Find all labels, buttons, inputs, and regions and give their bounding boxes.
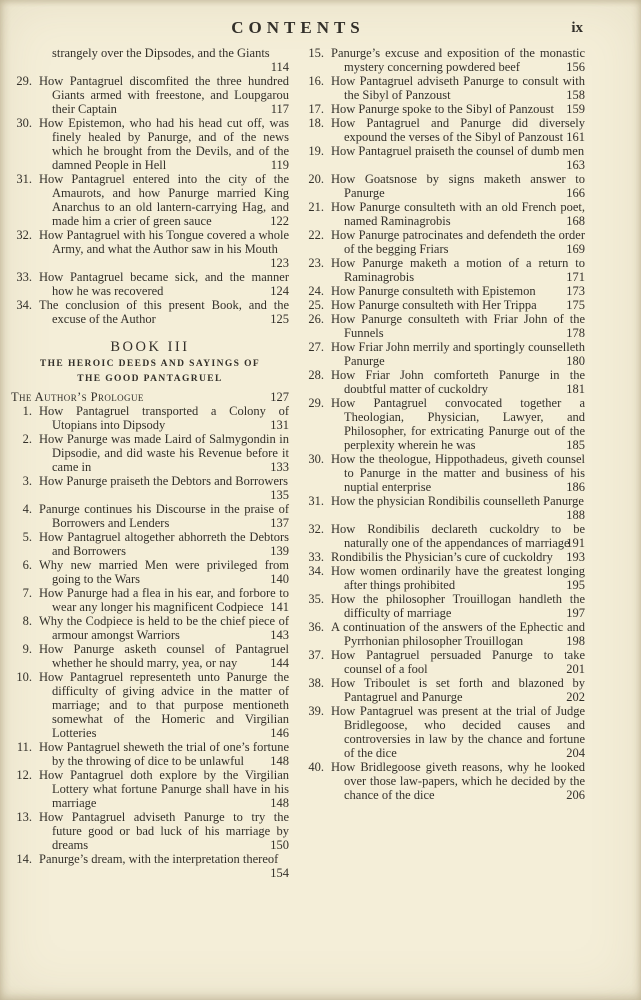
entry-number: 20. [308, 172, 324, 186]
toc-entry [11, 172, 289, 228]
entry-title: How Pantagruel discomfited the three hundred Giants armed with freestone, and Loupgarou their Captain 117 [39, 74, 289, 116]
toc-entry [11, 852, 289, 880]
entry-number: 31. [308, 494, 324, 508]
entry-page-number: 186 [566, 480, 585, 494]
entry-number: 37. [308, 648, 324, 662]
entry-title: How Pantagruel altogether abhorreth the Debtors and Borrowers 139 [39, 530, 289, 558]
toc-entry [303, 494, 585, 522]
entry-page-number: 143 [270, 628, 289, 642]
entry-page-number: 204 [566, 746, 585, 760]
entry-page-number: 171 [566, 270, 585, 284]
entry-title: How Pantagruel adviseth Panurge to consult with the Sibyl of Panzoust 158 [331, 74, 585, 102]
entry-title: How Pantagruel representeth unto Panurge the difficulty of giving advice in the matter of marriage; and to that purpose mentioneth somewhat of the Homeric and Virgilian Lotteries 146 [39, 670, 289, 740]
toc-entry [303, 676, 585, 704]
entry-page-number: 125 [270, 312, 289, 326]
entry-title: How the philosopher Trouillogan handleth the difficulty of marriage 197 [331, 592, 585, 620]
entry-number: 8. [22, 614, 32, 628]
toc-entry [303, 340, 585, 368]
entry-title: How Pantagruel was present at the trial of Judge Bridlegoose, who decided causes and controversies in law by the chance and fortune of the dice 204 [331, 704, 585, 760]
entry-title: How Panurge was made Laird of Salmygondin in Dipsodie, and did waste his Revenue before it came in 133 [39, 432, 289, 474]
entry-number: 32. [16, 228, 32, 242]
entry-title: Panurge continues his Discourse in the praise of Borrowers and Lenders 137 [39, 502, 289, 530]
toc-entry [11, 502, 289, 530]
entry-title: How Pantagruel entered into the city of the Amaurots, and how Panurge married King Anarchus to an old lantern-carrying Hag, and made him a crier of green sauce 122 [39, 172, 289, 228]
entry-number: 1. [22, 404, 32, 418]
right-entries [303, 46, 585, 802]
entry-page-number: 168 [566, 214, 585, 228]
left-entries-top [11, 46, 289, 326]
entry-title: How Pantagruel convocated together a Theologian, Physician, Lawyer, and Philosopher, for extricating Panurge out of the perplexity wherein he was 185 [331, 396, 585, 452]
toc-entry [11, 46, 289, 74]
entry-title: How Panurge praiseth the Debtors and Borrowers 135 [39, 474, 289, 502]
book-subtitle-line1: THE HEROIC DEEDS AND SAYINGS OF [39, 359, 261, 369]
toc-entry [303, 228, 585, 256]
entry-page-number: 114 [270, 60, 289, 74]
entry-page-number: 197 [566, 606, 585, 620]
toc-entry [11, 558, 289, 586]
entry-title: How Panurge spoke to the Sibyl of Panzoust 159 [331, 102, 585, 116]
entry-page-number: 154 [270, 866, 289, 880]
entry-title: How Pantagruel doth explore by the Virgilian Lottery what fortune Panurge shall have in his marriage 148 [39, 768, 289, 810]
entry-number: 34. [16, 298, 32, 312]
toc-entry [11, 298, 289, 326]
toc-entry [303, 284, 585, 298]
entry-number: 24. [308, 284, 324, 298]
book-subtitle-line2: THE GOOD PANTAGRUEL [77, 374, 223, 384]
toc-entry [303, 648, 585, 676]
entry-title: How Pantagruel persuaded Panurge to take counsel of a fool 201 [331, 648, 585, 676]
entry-number: 3. [22, 474, 32, 488]
toc-entry [303, 46, 585, 74]
entry-number: 30. [308, 452, 324, 466]
entry-page-number: 119 [270, 158, 289, 172]
entry-number: 11. [16, 740, 32, 754]
entry-title: How Panurge consulteth with Her Trippa 175 [331, 298, 585, 312]
entry-number: 18. [308, 116, 324, 130]
entry-page-number: 135 [270, 488, 289, 502]
entry-number: 30. [16, 116, 32, 130]
toc-entry [303, 102, 585, 116]
entry-number: 21. [308, 200, 324, 214]
entry-number: 28. [308, 368, 324, 382]
entry-title: Rondibilis the Physician’s cure of cuckoldry 193 [331, 550, 585, 564]
toc-entry [303, 550, 585, 564]
entry-number: 29. [308, 396, 324, 410]
toc-entry [11, 270, 289, 298]
entry-page-number: 137 [270, 516, 289, 530]
entry-number: 16. [308, 74, 324, 88]
entry-page-number: 166 [566, 186, 585, 200]
toc-entry [11, 74, 289, 116]
toc-entry [303, 760, 585, 802]
entry-number: 13. [16, 810, 32, 824]
entry-number: 32. [308, 522, 324, 536]
toc-entry [303, 74, 585, 102]
page-header [0, 0, 641, 46]
entry-title: How Panurge maketh a motion of a return to Raminagrobis 171 [331, 256, 585, 284]
entry-title: Panurge’s dream, with the interpretation thereof 154 [39, 852, 289, 880]
entry-page-number: 175 [566, 298, 585, 312]
entry-number [11, 46, 39, 74]
entry-page-number: 195 [566, 578, 585, 592]
entry-page-number: 148 [270, 796, 289, 810]
entry-page-number: 169 [566, 242, 585, 256]
entry-title: How Pantagruel and Panurge did diversely expound the verses of the Sibyl of Panzoust 161 [331, 116, 585, 144]
entry-page-number: 131 [270, 418, 289, 432]
entry-title: How Pantagruel sheweth the trial of one’s fortune by the throwing of dice to be unlawful 148 [39, 740, 289, 768]
entry-page-number: 117 [270, 102, 289, 116]
entry-number: 34. [308, 564, 324, 578]
entry-number: 27. [308, 340, 324, 354]
toc-entry [303, 564, 585, 592]
entry-title: A continuation of the answers of the Ephectic and Pyrrhonian philosopher Trouillogan 198 [331, 620, 585, 648]
entry-page-number: 163 [566, 158, 585, 172]
entry-number: 35. [308, 592, 324, 606]
contents-title: CONTENTS [231, 18, 365, 37]
entry-title: How Pantagruel adviseth Panurge to try the future good or bad luck of his marriage by dreams 150 [39, 810, 289, 852]
entry-title: How Panurge had a flea in his ear, and forbore to wear any longer his magnificent Codpiece 141 [39, 586, 289, 614]
entry-number: 29. [16, 74, 32, 88]
entry-title: How Pantagruel transported a Colony of Utopians into Dipsody 131 [39, 404, 289, 432]
toc-entry [11, 116, 289, 172]
toc-entry [303, 256, 585, 284]
toc-entry [11, 474, 289, 502]
entry-number: 10. [16, 670, 32, 684]
entry-title: How Bridlegoose giveth reasons, why he looked over those law-papers, which he decided by the chance of the dice 206 [331, 760, 585, 802]
entry-number: 4. [22, 502, 32, 516]
entry-page-number: 180 [566, 354, 585, 368]
left-entries-book3 [11, 404, 289, 880]
toc-entry [11, 530, 289, 558]
entry-number: 23. [308, 256, 324, 270]
entry-title: How Panurge consulteth with Friar John of the Funnels 178 [331, 312, 585, 340]
entry-page-number: 198 [566, 634, 585, 648]
toc-entry [11, 614, 289, 642]
toc-entry [303, 298, 585, 312]
entry-page-number: 188 [566, 508, 585, 522]
entry-page-number: 159 [566, 102, 585, 116]
toc-entry [303, 620, 585, 648]
entry-page-number: 124 [270, 284, 289, 298]
toc-entry [11, 228, 289, 270]
entry-title: How Pantagruel with his Tongue covered a whole Army, and what the Author saw in his Mouth 123 [39, 228, 289, 270]
toc-entry [11, 642, 289, 670]
entry-number: 14. [16, 852, 32, 866]
entry-number: 7. [22, 586, 32, 600]
toc-entry [303, 704, 585, 760]
folio-page-number: ix [571, 20, 583, 36]
toc-entry [11, 404, 289, 432]
toc-entry [11, 586, 289, 614]
entry-page-number: 161 [566, 130, 585, 144]
entry-page-number: 140 [270, 572, 289, 586]
entry-number: 40. [308, 760, 324, 774]
entry-number: 36. [308, 620, 324, 634]
entry-number: 15. [308, 46, 324, 60]
toc-entry [11, 740, 289, 768]
entry-title: How Panurge asketh counsel of Pantagruel whether he should marry, yea, or nay 144 [39, 642, 289, 670]
toc-entry [303, 452, 585, 494]
entry-title: The conclusion of this present Book, and the excuse of the Author 125 [39, 298, 289, 326]
toc-entry [303, 396, 585, 452]
entry-page-number: 148 [270, 754, 289, 768]
entry-title: How the theologue, Hippothadeus, giveth counsel to Panurge in the matter and business of his nuptial enterprise 186 [331, 452, 585, 494]
entry-title: Panurge’s excuse and exposition of the monastic mystery concerning powdered beef 156 [331, 46, 585, 74]
toc-entry [303, 172, 585, 200]
entry-title: How Panurge consulteth with an old French poet, named Raminagrobis 168 [331, 200, 585, 228]
toc-entry [303, 144, 585, 172]
toc-entry [11, 432, 289, 474]
toc-entry [11, 768, 289, 810]
entry-title: How Panurge consulteth with Epistemon 173 [331, 284, 585, 298]
toc-entry [303, 116, 585, 144]
prologue-page-number: 127 [270, 390, 289, 404]
entry-title: How Triboulet is set forth and blazoned by Pantagruel and Panurge 202 [331, 676, 585, 704]
entry-number: 6. [22, 558, 32, 572]
entry-page-number: 133 [270, 460, 289, 474]
toc-entry [11, 670, 289, 740]
entry-number: 9. [22, 642, 32, 656]
entry-page-number: 139 [270, 544, 289, 558]
entry-number: 26. [308, 312, 324, 326]
entry-number: 2. [22, 432, 32, 446]
toc-entry [303, 312, 585, 340]
book-heading [11, 338, 289, 387]
toc-column-right [303, 46, 585, 880]
entry-page-number: 181 [566, 382, 585, 396]
entry-title: Why new married Men were privileged from going to the Wars 140 [39, 558, 289, 586]
entry-page-number: 158 [566, 88, 585, 102]
entry-page-number: 144 [270, 656, 289, 670]
entry-page-number: 146 [270, 726, 289, 740]
entry-title: Why the Codpiece is held to be the chief piece of armour amongst Warriors 143 [39, 614, 289, 642]
entry-page-number: 122 [270, 214, 289, 228]
toc-entry [303, 368, 585, 396]
entry-number: 17. [308, 102, 324, 116]
prologue-label: The Author’s Prologue [11, 390, 144, 404]
entry-title: strangely over the Dipsodes, and the Giants 114 [52, 46, 289, 74]
entry-number: 31. [16, 172, 32, 186]
toc-entry [303, 200, 585, 228]
entry-page-number: 178 [566, 326, 585, 340]
entry-number: 19. [308, 144, 324, 158]
entry-page-number: 201 [566, 662, 585, 676]
entry-title: How Pantagruel became sick, and the manner how he was recovered 124 [39, 270, 289, 298]
entry-title: How Rondibilis declareth cuckoldry to be naturally one of the appendances of marriage 191 [331, 522, 585, 550]
entry-title: How Goatsnose by signs maketh answer to Panurge 166 [331, 172, 585, 200]
entry-number: 5. [22, 530, 32, 544]
entry-page-number: 185 [566, 438, 585, 452]
entry-page-number: 173 [566, 284, 585, 298]
entry-page-number: 191 [566, 536, 585, 550]
entry-number: 25. [308, 298, 324, 312]
toc-columns [0, 46, 641, 880]
entry-title: How Friar John merrily and sportingly counselleth Panurge 180 [331, 340, 585, 368]
entry-page-number: 141 [270, 600, 289, 614]
entry-page-number: 150 [270, 838, 289, 852]
entry-number: 33. [16, 270, 32, 284]
entry-title: How women ordinarily have the greatest longing after things prohibited 195 [331, 564, 585, 592]
toc-column-left [11, 46, 289, 880]
toc-entry [11, 810, 289, 852]
entry-number: 38. [308, 676, 324, 690]
entry-page-number: 156 [566, 60, 585, 74]
entry-title: How Epistemon, who had his head cut off, was finely healed by Panurge, and of the news which he brought from the Devils, and of the damned People in Hell 119 [39, 116, 289, 172]
toc-entry [303, 522, 585, 550]
entry-title: How Pantagruel praiseth the counsel of dumb men 163 [331, 144, 585, 172]
entry-page-number: 206 [566, 788, 585, 802]
entry-number: 12. [16, 768, 32, 782]
toc-entry [303, 592, 585, 620]
entry-page-number: 123 [270, 256, 289, 270]
entry-number: 33. [308, 550, 324, 564]
entry-number: 39. [308, 704, 324, 718]
entry-title: How the physician Rondibilis counselleth Panurge 188 [331, 494, 585, 522]
entry-title: How Friar John comforteth Panurge in the doubtful matter of cuckoldry 181 [331, 368, 585, 396]
book-title: BOOK III [110, 339, 190, 355]
entry-number: 22. [308, 228, 324, 242]
entry-page-number: 202 [566, 690, 585, 704]
prologue-row [11, 390, 289, 404]
entry-page-number: 193 [566, 550, 585, 564]
entry-title: How Panurge patrocinates and defendeth the order of the begging Friars 169 [331, 228, 585, 256]
